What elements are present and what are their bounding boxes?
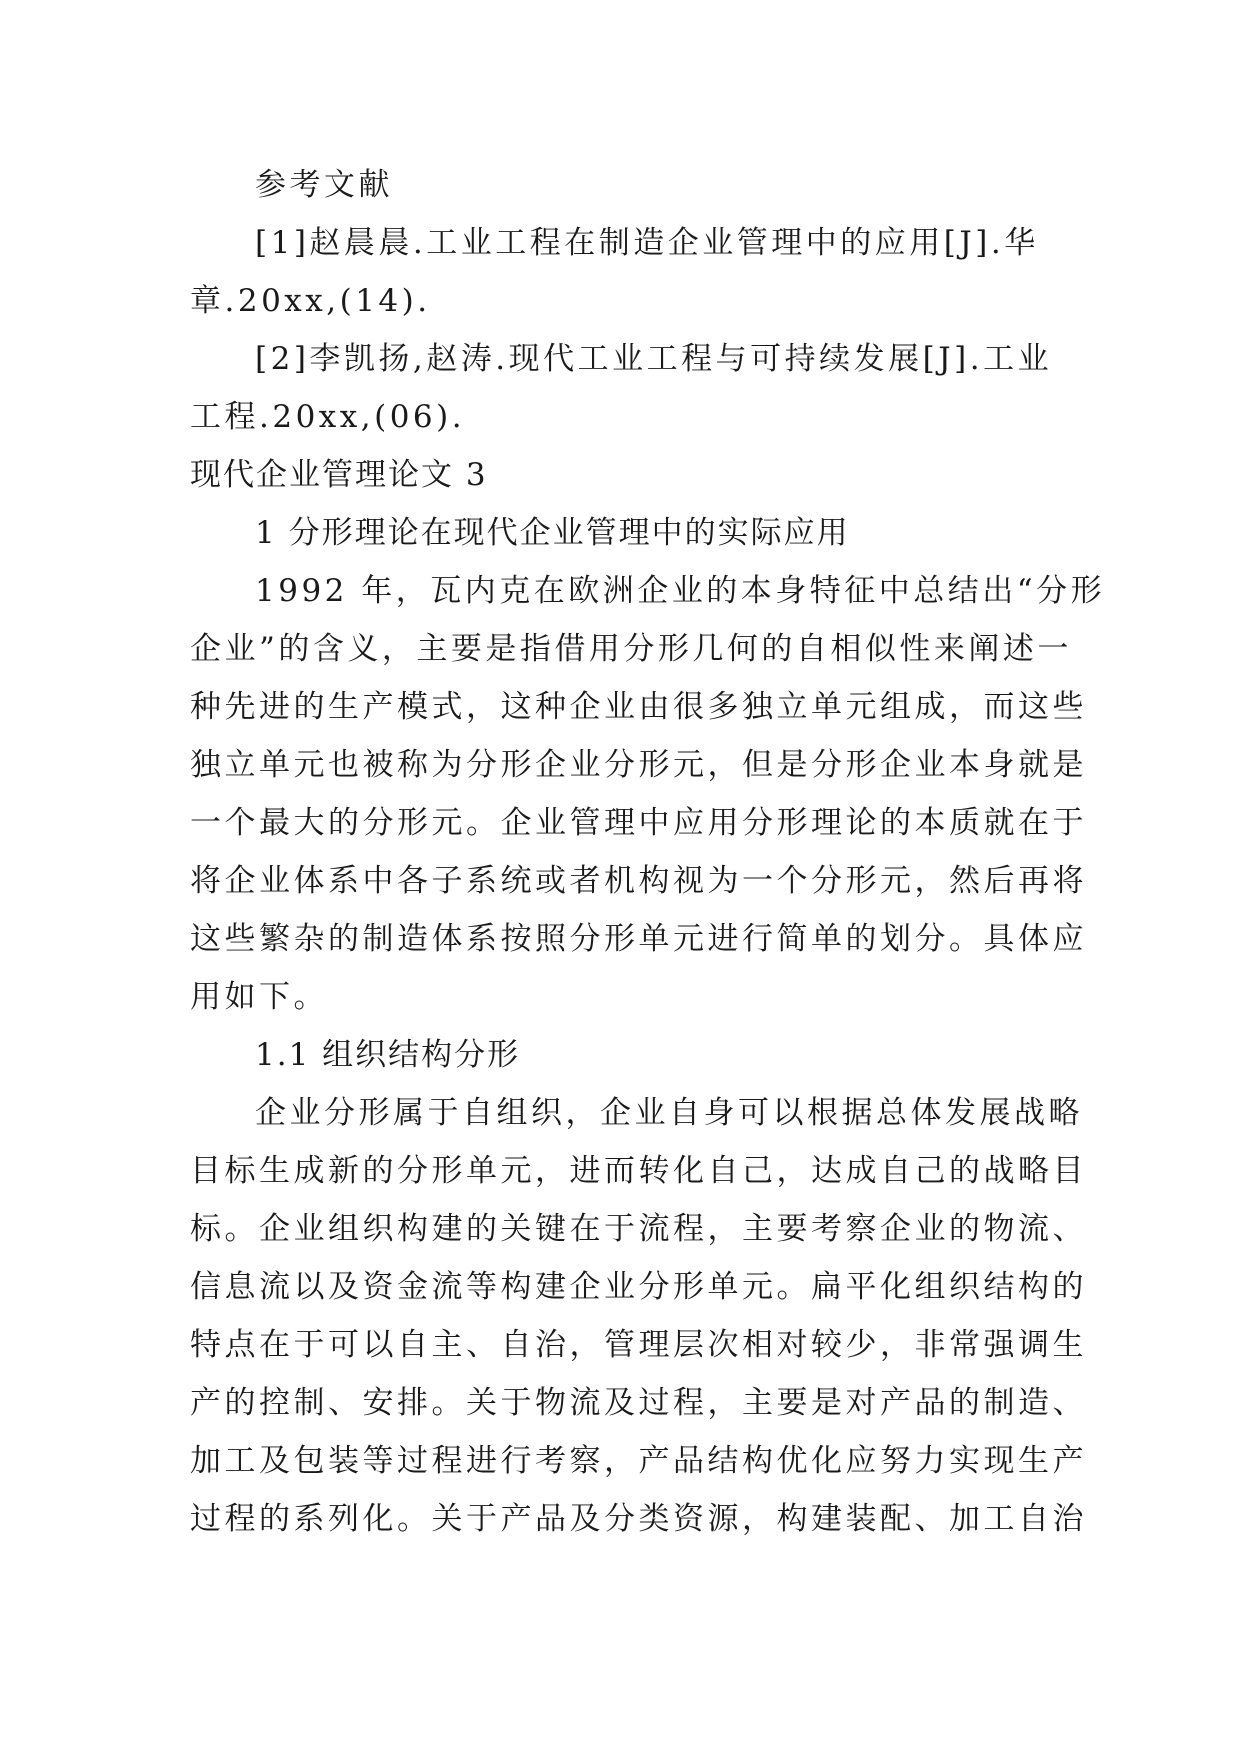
section-1-1-heading: 1.1 组织结构分形 xyxy=(255,1037,521,1073)
reference-2-line-1: [2]李凯扬,赵涛.现代工业工程与可持续发展[J].工业 xyxy=(255,341,1053,377)
section-1-paragraph-line: 将企业体系中各子系统或者机构视为一个分形元，然后再将 xyxy=(190,863,1087,899)
section-1-paragraph-line: 1992 年，瓦内克在欧洲企业的本身特征中总结出“分形 xyxy=(255,573,1106,609)
section-1-1-paragraph-line: 信息流以及资金流等构建企业分形单元。扁平化组织结构的 xyxy=(190,1269,1087,1305)
section-1-paragraph-line: 用如下。 xyxy=(190,979,328,1015)
section-1-1-paragraph-line: 标。企业组织构建的关键在于流程，主要考察企业的物流、 xyxy=(190,1211,1087,1247)
reference-1-line-1: [1]赵晨晨.工业工程在制造企业管理中的应用[J].华 xyxy=(255,225,1039,261)
section-1-heading: 1 分形理论在现代企业管理中的实际应用 xyxy=(255,515,850,551)
section-1-1-paragraph-line: 企业分形属于自组织，企业自身可以根据总体发展战略 xyxy=(255,1095,1083,1131)
section-1-paragraph-line: 这些繁杂的制造体系按照分形单元进行简单的划分。具体应 xyxy=(190,921,1087,957)
section-1-paragraph-line: 种先进的生产模式，这种企业由很多独立单元组成，而这些 xyxy=(190,689,1087,725)
section-1-1-paragraph-line: 产的控制、安排。关于物流及过程，主要是对产品的制造、 xyxy=(190,1385,1087,1421)
section-1-paragraph-line: 独立单元也被称为分形企业分形元，但是分形企业本身就是 xyxy=(190,747,1087,783)
reference-2-line-2: 工程.20xx,(06). xyxy=(190,399,466,435)
section-1-1-paragraph-line: 过程的系列化。关于产品及分类资源，构建装配、加工自治 xyxy=(190,1501,1087,1537)
article-title: 现代企业管理论文 3 xyxy=(190,457,488,493)
references-heading: 参考文献 xyxy=(255,167,393,203)
section-1-1-paragraph-line: 特点在于可以自主、自治，管理层次相对较少，非常强调生 xyxy=(190,1327,1087,1363)
reference-1-line-2: 章.20xx,(14). xyxy=(190,283,431,319)
section-1-paragraph-line: 企业”的含义，主要是指借用分形几何的自相似性来阐述一 xyxy=(190,631,1072,667)
section-1-1-paragraph-line: 目标生成新的分形单元，进而转化自己，达成自己的战略目 xyxy=(190,1153,1087,1189)
section-1-1-paragraph-line: 加工及包装等过程进行考察，产品结构优化应努力实现生产 xyxy=(190,1443,1087,1479)
section-1-paragraph-line: 一个最大的分形元。企业管理中应用分形理论的本质就在于 xyxy=(190,805,1087,841)
